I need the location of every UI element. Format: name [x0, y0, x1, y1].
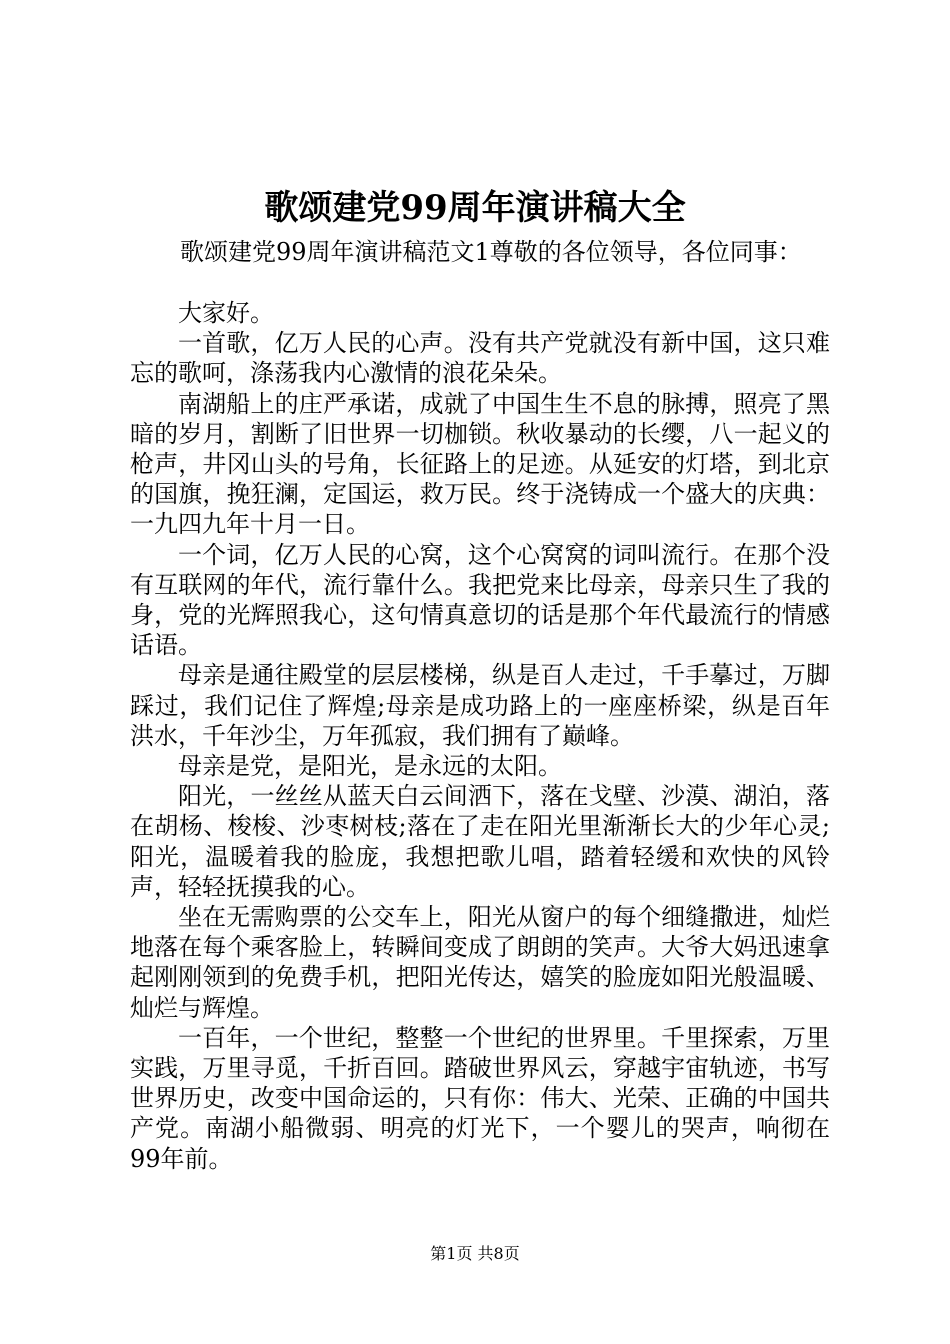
- paragraph: 大家好。: [178, 299, 274, 327]
- paragraph: 坐在无需购票的公交车上，阳光从窗户的每个细缝撒进，灿烂地落在每个乘客脸上，转瞬间变成了朗朗的笑声。大爷大妈迅速拿起刚刚领到的免费手机，把阳光传达，嬉笑的脸庞如阳光般温暖、灿烂与辉煌。: [130, 903, 830, 1022]
- document-body: [130, 298, 830, 1174]
- paragraph: 母亲是通往殿堂的层层楼梯，纵是百人走过，千手摹过，万脚踩过，我们记住了辉煌;母亲是成功路上的一座座桥梁，纵是百年洪水，千年沙尘，万年孤寂，我们拥有了巅峰。: [130, 661, 830, 750]
- document-subtitle: 歌颂建党99周年演讲稿范文1尊敬的各位领导，各位同事：: [180, 238, 802, 266]
- document-title: 歌颂建党99周年演讲稿大全: [264, 188, 686, 228]
- paragraph: 一首歌，亿万人民的心声。没有共产党就没有新中国，这只难忘的歌呵，涤荡我内心激情的浪花朵朵。: [130, 329, 830, 388]
- paragraph: 南湖船上的庄严承诺，成就了中国生生不息的脉搏，照亮了黑暗的岁月，割断了旧世界一切枷锁。秋收暴动的长缨，八一起义的枪声，井冈山头的号角，长征路上的足迹。从延安的灯塔，到北京的国旗，挽狂澜，定国运，救万民。终于浇铸成一个盛大的庆典：一九四九年十月一日。: [130, 389, 830, 539]
- paragraph: 一个词，亿万人民的心窝，这个心窝窝的词叫流行。在那个没有互联网的年代，流行靠什么。我把党来比母亲，母亲只生了我的身，党的光辉照我心，这句情真意切的话是那个年代最流行的情感话语。: [130, 540, 830, 660]
- paragraph: 一百年，一个世纪，整整一个世纪的世界里。千里探索，万里实践，万里寻觅，千折百回。踏破世界风云，穿越宇宙轨迹，书写世界历史，改变中国命运的，只有你：伟大、光荣、正确的中国共产党。南湖小船微弱、明亮的灯光下，一个婴儿的哭声，响彻在99年前。: [130, 1023, 830, 1173]
- page-number-footer: 第1页 共8页: [430, 1244, 520, 1263]
- paragraph: 母亲是党，是阳光，是永远的太阳。: [178, 752, 562, 781]
- paragraph: 阳光，一丝丝从蓝天白云间洒下，落在戈壁、沙漠、湖泊，落在胡杨、梭梭、沙枣树枝;落在了走在阳光里渐渐长大的少年心灵;阳光，温暖着我的脸庞，我想把歌儿唱，踏着轻缓和欢快的风铃声，轻轻抚摸我的心。: [130, 782, 830, 901]
